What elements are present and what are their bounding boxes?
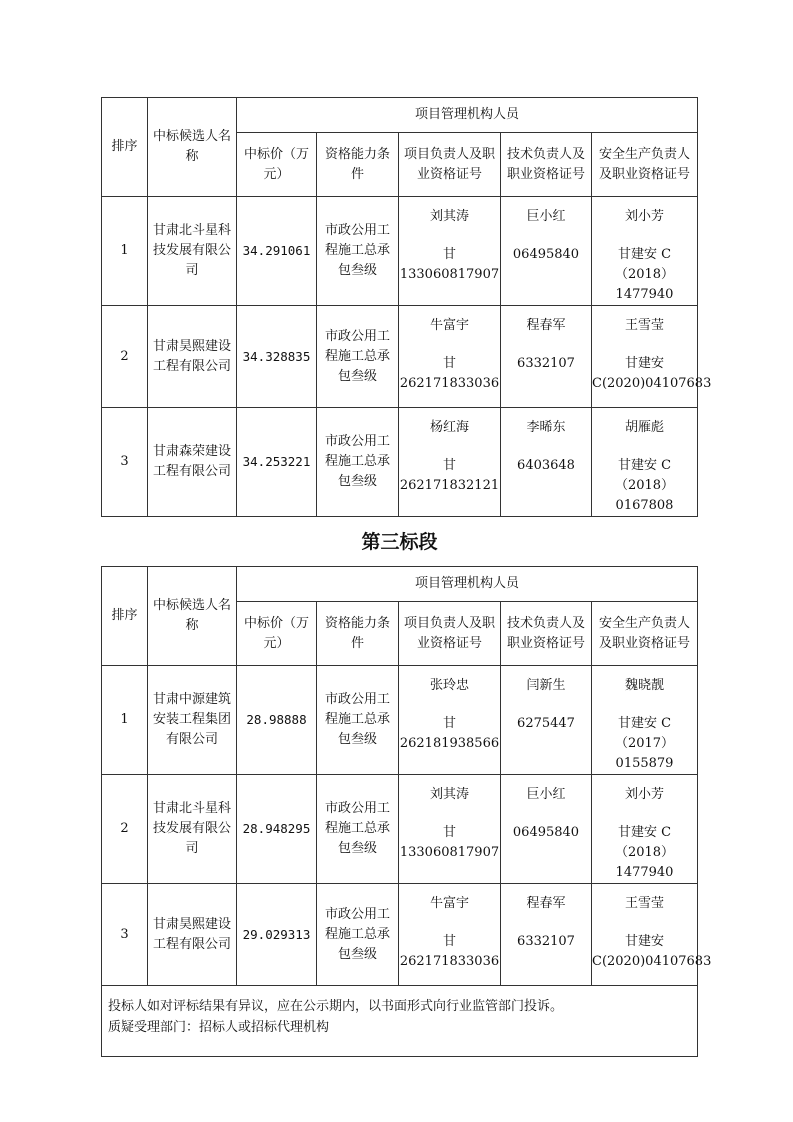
tech-lead-name: 程春军 xyxy=(526,896,566,911)
project-manager-cert: 甘262171833036 xyxy=(399,356,500,391)
safety-lead-cert: 甘建安 C（2018）1477940 xyxy=(614,825,675,880)
qualification-cell: 市政公用工程施工总承包叁级 xyxy=(317,197,399,306)
qualification-cell: 市政公用工程施工总承包叁级 xyxy=(317,666,399,775)
table-row xyxy=(102,408,698,517)
project-manager-cert: 甘262171832121 xyxy=(399,458,500,493)
candidate-name-cell: 甘肃北斗星科技发展有限公司 xyxy=(148,775,237,884)
tech-lead-name: 巨小红 xyxy=(526,209,566,224)
header-price: 中标价（万元） xyxy=(237,602,317,666)
header-safety-lead: 安全生产负责人及职业资格证号 xyxy=(592,602,698,666)
project-manager-cell xyxy=(399,666,501,775)
header-rank: 排序 xyxy=(102,98,148,197)
table-row xyxy=(102,306,698,408)
tech-lead-cell xyxy=(501,408,592,517)
tech-lead-cert: 6403648 xyxy=(517,458,575,473)
header-row-group xyxy=(102,567,698,602)
section-title-row xyxy=(102,517,698,567)
table-row xyxy=(102,197,698,306)
tech-lead-cell xyxy=(501,666,592,775)
table-row xyxy=(102,666,698,775)
header-rank: 排序 xyxy=(102,567,148,666)
safety-lead-name: 胡雁彪 xyxy=(625,420,665,435)
candidate-name-cell: 甘肃森荣建设工程有限公司 xyxy=(148,408,237,517)
safety-lead-name: 刘小芳 xyxy=(625,787,665,802)
qualification-cell: 市政公用工程施工总承包叁级 xyxy=(317,408,399,517)
project-manager-cert: 甘133060817907 xyxy=(399,247,500,282)
bid-result-document xyxy=(101,97,712,1057)
safety-lead-name: 魏晓靓 xyxy=(625,678,665,693)
price-cell: 34.291061 xyxy=(237,197,317,306)
safety-lead-cert: 甘建安 C（2018）0167808 xyxy=(614,458,675,513)
rank-cell: 1 xyxy=(102,666,148,775)
project-manager-cert: 甘133060817907 xyxy=(399,825,500,860)
project-manager-cert: 甘262181938566 xyxy=(399,716,500,751)
safety-lead-name: 王雪莹 xyxy=(625,318,665,333)
price-cell: 28.948295 xyxy=(237,775,317,884)
safety-lead-cell xyxy=(592,197,698,306)
candidate-name-cell: 甘肃中源建筑安装工程集团有限公司 xyxy=(148,666,237,775)
safety-lead-cert: 甘建安C(2020)04107683 xyxy=(592,934,712,969)
tech-lead-cell xyxy=(501,884,592,986)
price-cell: 28.98888 xyxy=(237,666,317,775)
project-manager-name: 牛富宇 xyxy=(429,896,469,911)
qualification-cell: 市政公用工程施工总承包叁级 xyxy=(317,775,399,884)
tech-lead-cert: 06495840 xyxy=(512,825,580,840)
safety-lead-cell xyxy=(592,666,698,775)
candidate-name-cell: 甘肃北斗星科技发展有限公司 xyxy=(148,197,237,306)
header-row-group xyxy=(102,98,698,133)
header-personnel-group: 项目管理机构人员 xyxy=(237,98,698,133)
tech-lead-name: 李晞东 xyxy=(526,420,566,435)
header-qualification: 资格能力条件 xyxy=(317,602,399,666)
header-qualification: 资格能力条件 xyxy=(317,133,399,197)
project-manager-name: 张玲忠 xyxy=(429,678,469,693)
tech-lead-cell xyxy=(501,306,592,408)
safety-lead-cert: 甘建安 C（2017）0155879 xyxy=(614,716,675,771)
header-tech-lead: 技术负责人及职业资格证号 xyxy=(501,602,592,666)
footer-row xyxy=(102,986,698,1057)
header-project-manager: 项目负责人及职业资格证号 xyxy=(399,133,501,197)
header-project-manager: 项目负责人及职业资格证号 xyxy=(399,602,501,666)
project-manager-cell xyxy=(399,775,501,884)
candidate-name-cell: 甘肃昊熙建设工程有限公司 xyxy=(148,306,237,408)
project-manager-cert: 甘262171833036 xyxy=(399,934,500,969)
safety-lead-cell xyxy=(592,306,712,408)
safety-lead-cell xyxy=(592,775,698,884)
table-row xyxy=(102,884,698,986)
rank-cell: 3 xyxy=(102,884,148,986)
header-safety-lead: 安全生产负责人及职业资格证号 xyxy=(592,133,698,197)
table-row xyxy=(102,775,698,884)
header-candidate: 中标候选人名称 xyxy=(148,98,237,197)
safety-lead-name: 刘小芳 xyxy=(625,209,665,224)
project-manager-cell xyxy=(399,197,501,306)
tech-lead-cert: 6332107 xyxy=(517,934,575,949)
safety-lead-cell xyxy=(592,884,712,986)
project-manager-name: 杨红海 xyxy=(429,420,469,435)
project-manager-name: 刘其涛 xyxy=(429,209,469,224)
header-tech-lead: 技术负责人及职业资格证号 xyxy=(501,133,592,197)
price-cell: 34.328835 xyxy=(237,306,317,408)
project-manager-name: 牛富宇 xyxy=(429,318,469,333)
candidate-name-cell: 甘肃昊熙建设工程有限公司 xyxy=(148,884,237,986)
tech-lead-cell xyxy=(501,197,592,306)
footer-note xyxy=(102,986,698,1057)
tech-lead-name: 巨小红 xyxy=(526,787,566,802)
footer-objection-text: 投标人如对评标结果有异议，应在公示期内，以书面形式向行业监管部门投诉。 xyxy=(108,999,564,1014)
rank-cell: 3 xyxy=(102,408,148,517)
project-manager-cell xyxy=(399,306,501,408)
project-manager-cell xyxy=(399,884,501,986)
tech-lead-cert: 6275447 xyxy=(517,716,575,731)
qualification-cell: 市政公用工程施工总承包叁级 xyxy=(317,884,399,986)
price-cell: 34.253221 xyxy=(237,408,317,517)
qualification-cell: 市政公用工程施工总承包叁级 xyxy=(317,306,399,408)
safety-lead-name: 王雪莹 xyxy=(625,896,665,911)
header-candidate: 中标候选人名称 xyxy=(148,567,237,666)
tech-lead-cert: 06495840 xyxy=(512,247,580,262)
header-personnel-group: 项目管理机构人员 xyxy=(237,567,698,602)
project-manager-cell xyxy=(399,408,501,517)
rank-cell: 1 xyxy=(102,197,148,306)
rank-cell: 2 xyxy=(102,306,148,408)
tech-lead-name: 程春军 xyxy=(526,318,566,333)
project-manager-name: 刘其涛 xyxy=(429,787,469,802)
safety-lead-cert: 甘建安 C（2018）1477940 xyxy=(614,247,675,302)
safety-lead-cell xyxy=(592,408,698,517)
tech-lead-cell xyxy=(501,775,592,884)
safety-lead-cert: 甘建安C(2020)04107683 xyxy=(592,356,712,391)
rank-cell: 2 xyxy=(102,775,148,884)
header-price: 中标价（万元） xyxy=(237,133,317,197)
tech-lead-name: 闫新生 xyxy=(526,678,566,693)
tech-lead-cert: 6332107 xyxy=(517,356,575,371)
price-cell: 29.029313 xyxy=(237,884,317,986)
candidate-table xyxy=(101,97,712,1057)
footer-department-text: 质疑受理部门：招标人或招标代理机构 xyxy=(108,1020,330,1035)
section-title: 第三标段 xyxy=(102,517,698,567)
